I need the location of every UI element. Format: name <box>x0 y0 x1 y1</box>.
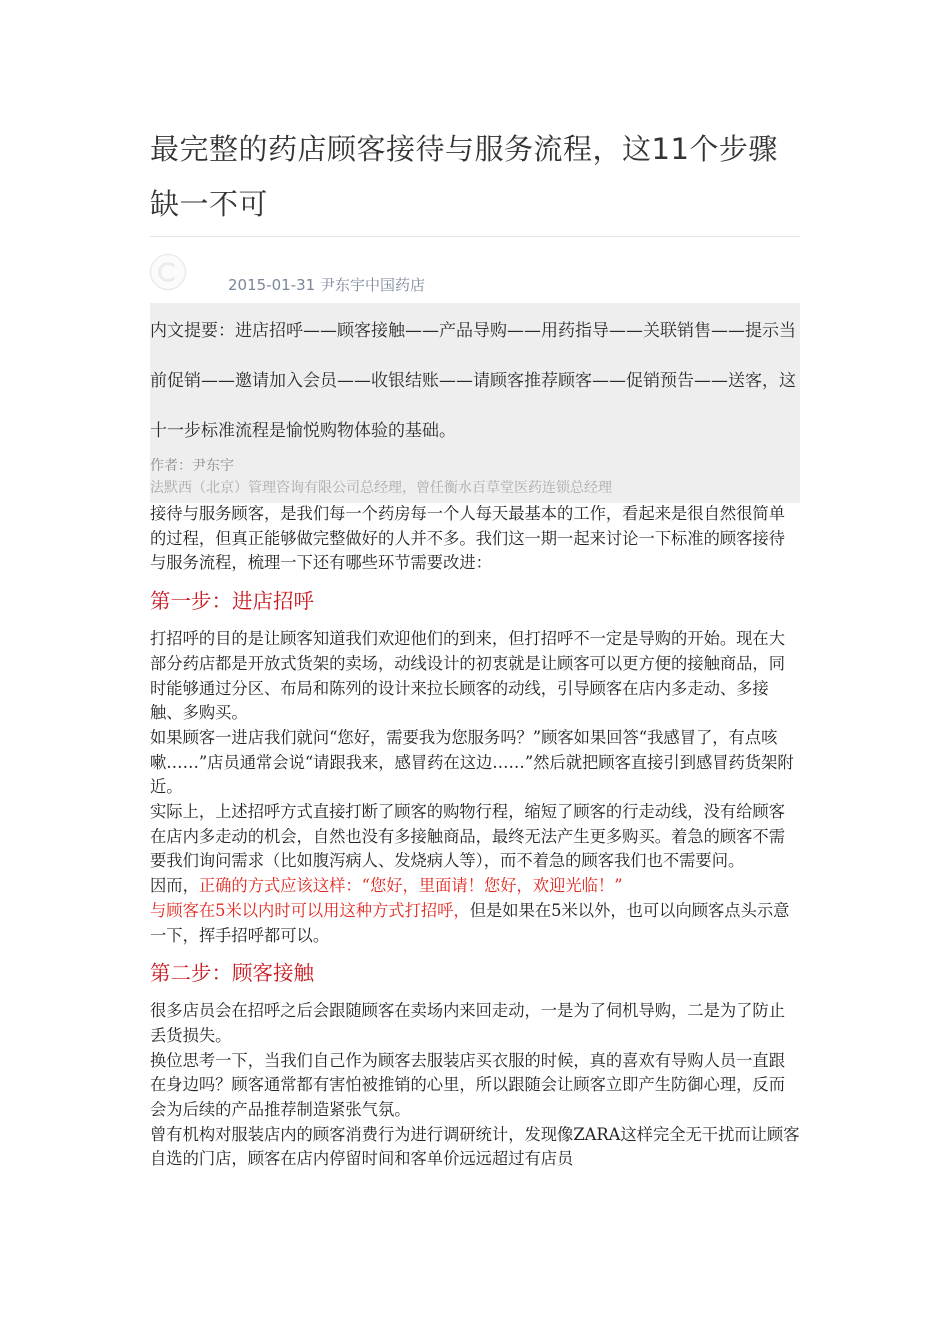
step1-paragraph-3: 实际上，上述招呼方式直接打断了顾客的购物行程，缩短了顾客的行走动线，没有给顾客在店内多走动的机会，自然也没有多接触商品，最终无法产生更多购买。着急的顾客不需要我们询问需求（比如腹泻病人、发烧病人等），而不着急的顾客我们也不需要问。 <box>150 802 785 871</box>
source-link[interactable]: 尹东宇中国药店 <box>319 276 425 294</box>
author-avatar[interactable] <box>150 254 186 290</box>
step1-paragraph-2: 如果顾客一进店我们就问“您好，需要我为您服务吗？”顾客如果回答“我感冒了，有点咳嗽……”店员通常会说“请跟我来，感冒药在这边……”然后就把顾客直接引到感冒药货架附近。 <box>150 727 794 797</box>
step1-p5-rest: 但是如果在5米以外，也可以向顾客点头示意一下，挥手招呼都可以。 <box>150 900 790 945</box>
step1-p4-prefix: 因而， <box>150 876 199 896</box>
intro-paragraph: 接待与服务顾客，是我们每一个药房每一个人每天最基本的工作，看起来是很自然很简单的过程，但真正能够做完整做好的人并不多。我们这一期一起来讨论一下标准的顾客接待与服务流程，梳理一下还有哪些环节需要改进： <box>150 504 785 573</box>
step1-p4-highlight: 正确的方式应该这样：“您好，里面请！您好，欢迎光临！” <box>198 876 623 896</box>
step2-paragraph-3: 曾有机构对服装店内的顾客消费行为进行调研统计，发现像ZARA这样完全无干扰而让顾客自选的门店，顾客在店内停留时间和客单价远远超过有店员 <box>150 1124 800 1169</box>
title-divider <box>150 236 800 237</box>
step1-p5-highlight: 与顾客在5米以内时可以用这种方式打招呼， <box>150 900 470 920</box>
author-info <box>150 455 612 499</box>
step2-heading: 第二步：顾客接触 <box>150 961 314 986</box>
step2-paragraph-2: 换位思考一下，当我们自己作为顾客去服装店买衣服的时候，真的喜欢有导购人员一直跟在身边吗？顾客通常都有害怕被推销的心里，所以跟随会让顾客立即产生防御心理，反而会为后续的产品推荐制造紧张气氛。 <box>150 1050 785 1120</box>
avatar-icon <box>158 262 178 282</box>
article-summary: 内文提要：进店招呼——顾客接触——产品导购——用药指导——关联销售——提示当前促销——邀请加入会员——收银结账——请顾客推荐顾客——促销预告——送客，这十一步标准流程是愉悦购物体验的基础。 <box>150 321 796 441</box>
author-bio: 法默西（北京）管理咨询有限公司总经理，曾任衡水百草堂医药连锁总经理 <box>150 480 612 496</box>
publish-date: 2015-01-31 <box>228 276 316 294</box>
step1-paragraph-1: 打招呼的目的是让顾客知道我们欢迎他们的到来，但打招呼不一定是导购的开始。现在大部分药店都是开放式货架的卖场，动线设计的初衷就是让顾客可以更方便的接触商品，同时能够通过分区、布局和陈列的设计来拉长顾客的动线，引导顾客在店内多走动、多接触、多购买。 <box>150 629 785 723</box>
article-body <box>150 502 800 1172</box>
step2-paragraph-1: 很多店员会在招呼之后会跟随顾客在卖场内来回走动，一是为了伺机导购，二是为了防止丢货损失。 <box>150 1001 785 1045</box>
step1-paragraph-5 <box>150 899 800 948</box>
author-name: 作者：尹东宇 <box>150 458 234 474</box>
step1-heading: 第一步：进店招呼 <box>150 589 314 614</box>
step1-paragraph-4 <box>150 874 800 899</box>
article-meta <box>228 274 425 295</box>
article-title: 最完整的药店顾客接待与服务流程，这11个步骤缺一不可 <box>150 132 778 221</box>
